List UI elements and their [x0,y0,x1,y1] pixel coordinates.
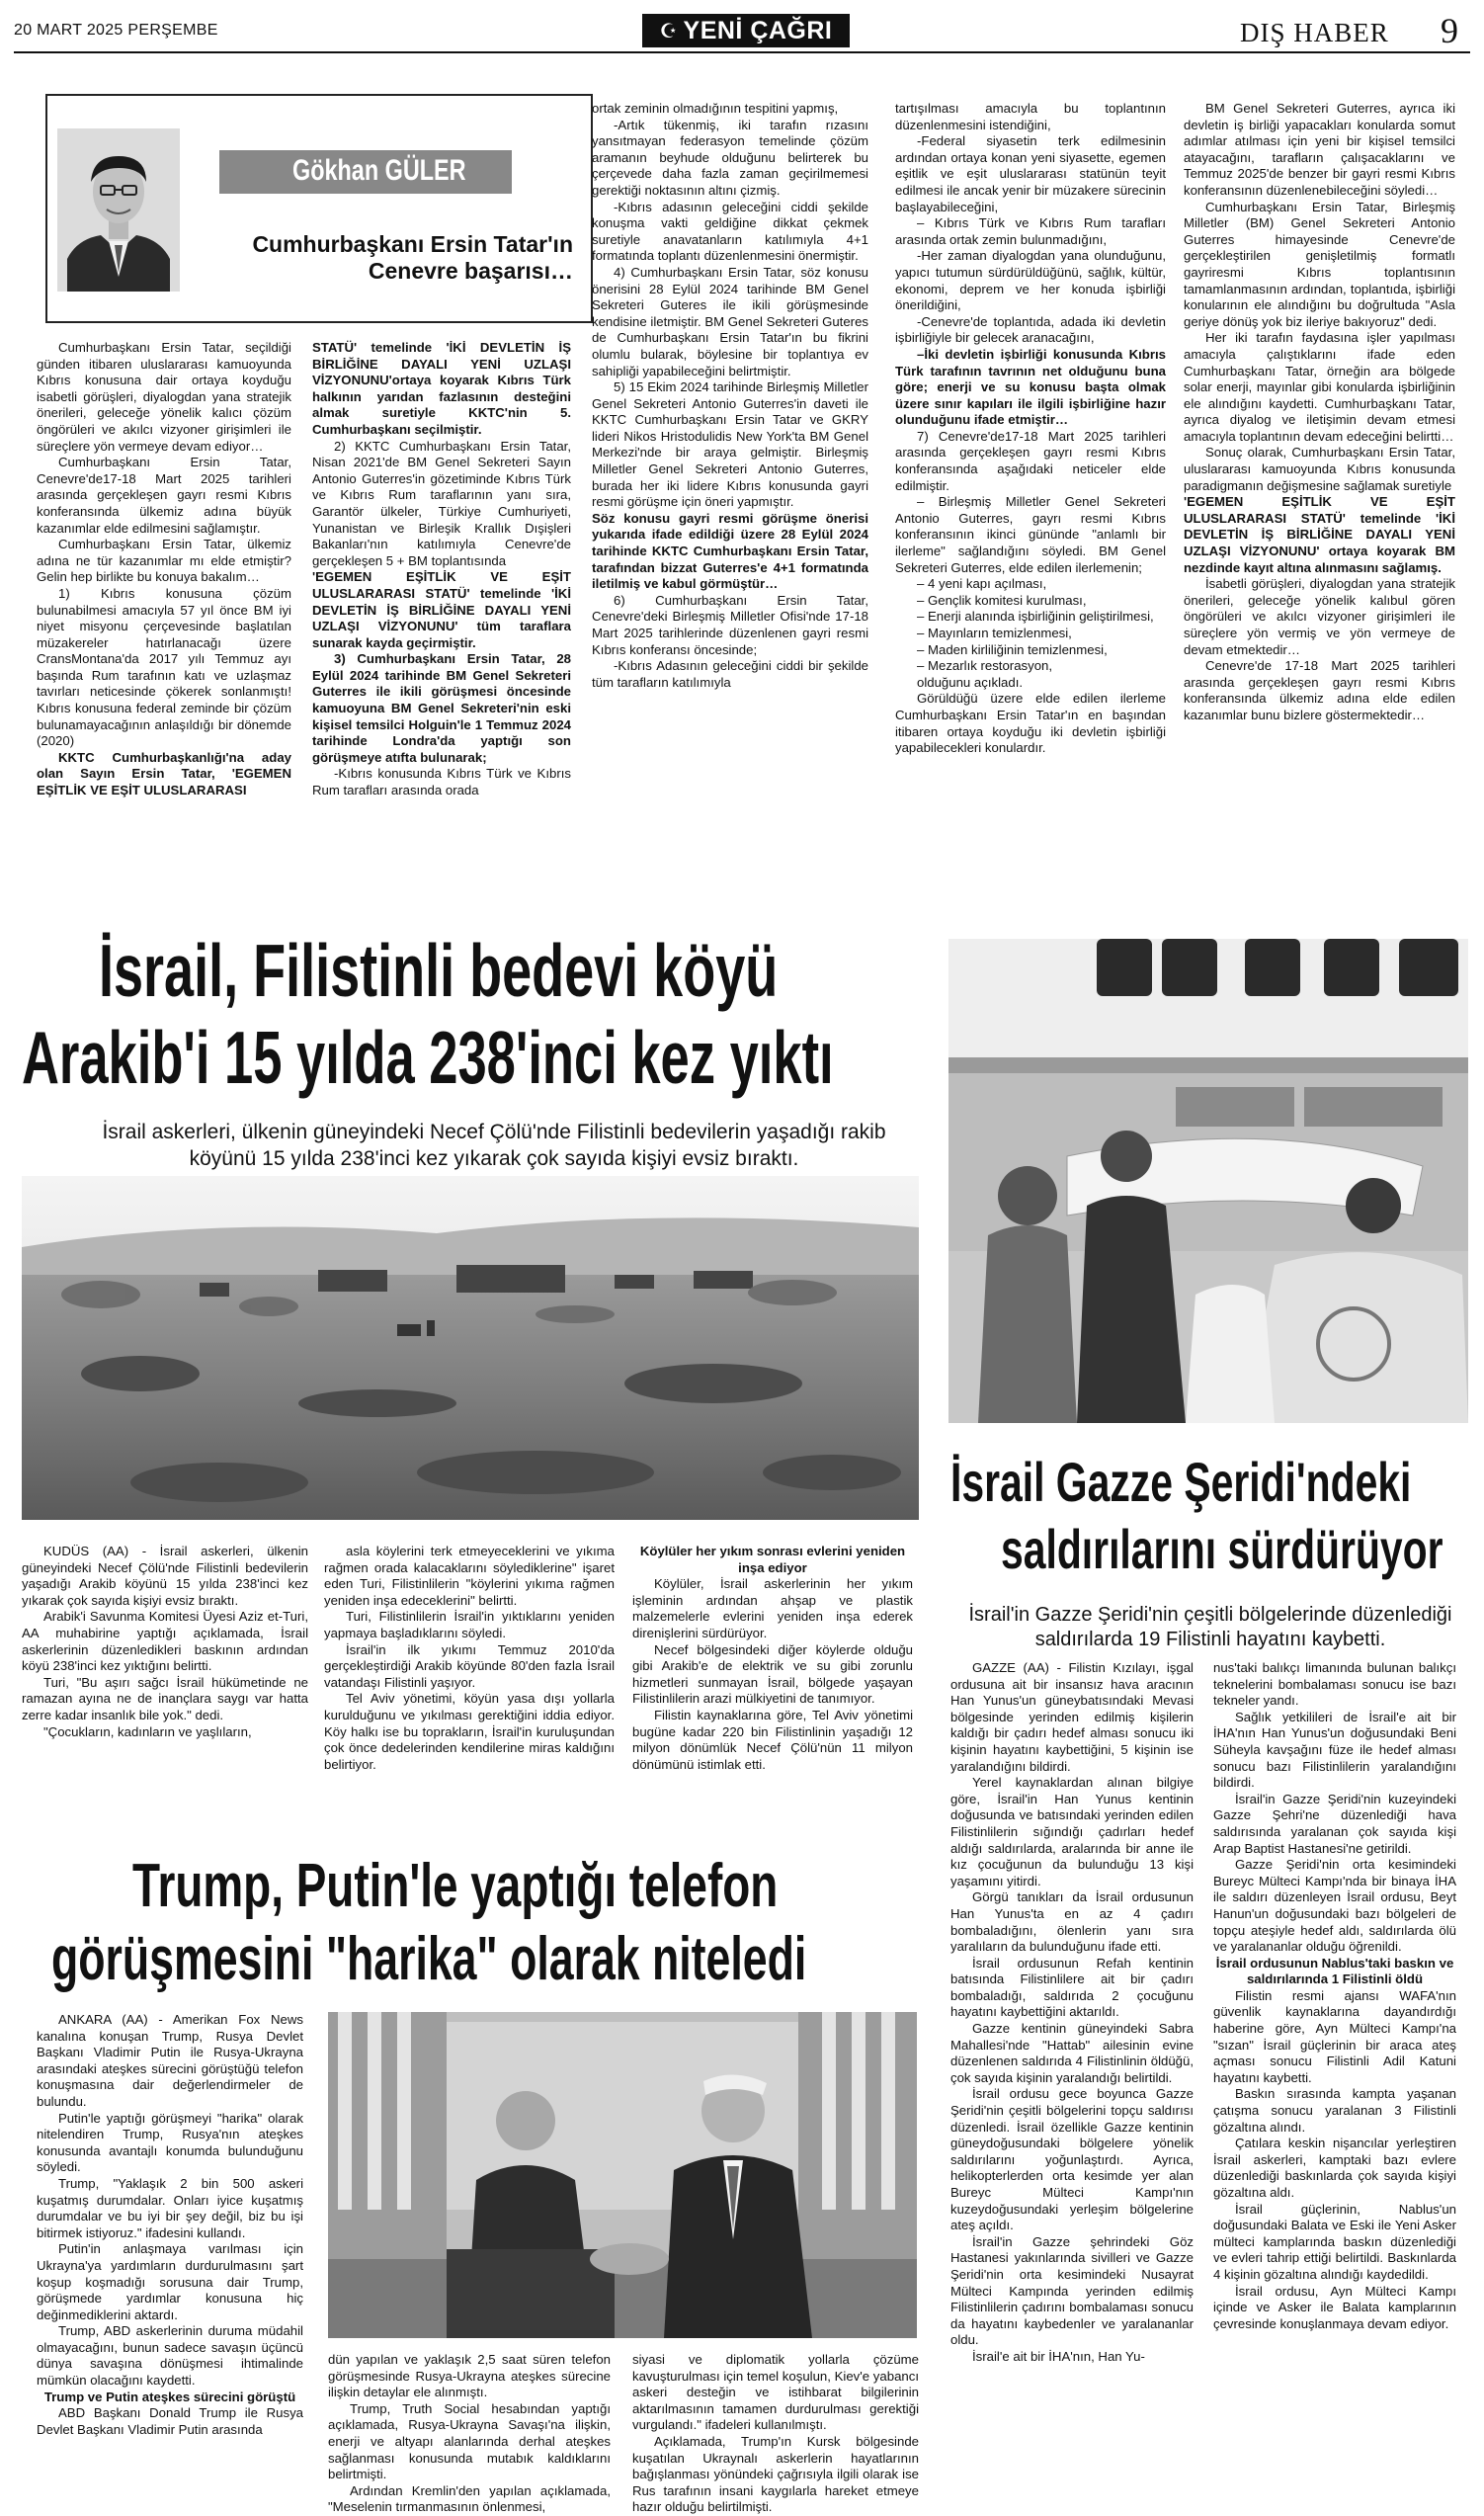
article-paragraph: BM Genel Sekreteri Guterres, ayrıca iki devletin iş birliği yapacakları konularda somut adımlar atılması için yeni bir kişisel temsilci atayacağını, tarafların çalışacaklarını ve Temmuz 2025'de benzer bir gayri resmi Kıbrıs konferansının düzenlenebileceğini söyledi… [1184,101,1455,198]
column-col3 [592,101,868,891]
article-paragraph: KKTC Cumhurbaşkanlığı'na aday olan Sayın Ersin Tatar, 'EGEMEN EŞİTLİK VE EŞİT ULUSLARARASI [37,749,291,798]
article-paragraph: – Birleşmiş Milletler Genel Sekreteri Antonio Guterres, gayrı resmi Kıbrıs konferansının ikinci gününde "anlamlı bir ilerleme" sağlandığını söyledi. BM Genel Sekreteri Guterres, elde edilen ilerlemenin; [895,494,1166,575]
trump-col1 [37,2012,303,2455]
article-paragraph: – Mayınların temizlenmesi, [917,626,1072,640]
article-paragraph: Görgü tanıkları da İsrail ordusunun Han Yunus'ta en az 4 çadırı bombaladığını, ölenlerin yanı sıra yaralıların da bulunduğunu ifade etti. [950,1889,1194,1955]
article-paragraph: İsrail'in Gazze Şeridi'nin kuzeyindeki Gazze Şehri'ne düzenlediği hava saldırısında yaralanan çok sayıda kişi Arap Baptist Hastanesi'ne getirildi. [1213,1791,1456,1856]
article-paragraph: Gazze kentinin güneyindeki Sabra Mahallesi'nde "Hattab" ailesinin evine düzenlenen saldırıda 4 Filistinlinin öldüğü, çok sayıda kişinin yaralandığı belirtildi. [950,2021,1194,2085]
article-paragraph: Tel Aviv yönetimi, köyün yasa dışı yollarla kurulduğunu ve yıkılması gerektiğini iddia ediyor. Köy halkı ise bu toprakların, İsrail'in kuruluşundan çok önce dedelerinden kendilerine miras kaldığını belirtiyor. [324,1691,615,1772]
article-paragraph: 3) Cumhurbaşkanı Ersin Tatar, 28 Eylül 2024 tarihinde BM Genel Sekreteri Guterres ile ikili görüşmesi öncesinde kamuoyuna BM Genel Sekreteri'nin eski kişisel temsilci Holguin'le 1 Temmuz 2024 tarihinde Londra'da yaptığı son görüşmeye atıfta bulunarak; [312,651,571,765]
gaza-morgue-photo [948,939,1468,1423]
article-paragraph: ANKARA (AA) - Amerikan Fox News kanalına konuşan Trump, Rusya Devlet Başkanı Vladimir Putin ile Rusya-Ukrayna arasındaki ateşkes sürecini görüştüğü telefon konuşmasına dair değerlendirmeler de bulundu. [37,2012,303,2109]
israel-headline-line1: İsrail, Filistinli bedevi köyü [99,929,779,1012]
article-paragraph: Her iki tarafın faydasına işler yapılması amacıyla çalıştıklarını ifade eden Cumhurbaşkanı Tatar, örneğin ara bölgede solar enerji, mayınlar gibi konularda işbirliğinin ele alındığını kaydetti. Cumhurbaşkanı Tatar, ayrıca diyalog ve iletişimin devam etmesi amacıyla toplantının devam edeceğini belirtti… [1184,330,1455,444]
article-paragraph: Gazze Şeridi'nin orta kesimindeki Bureyc Mülteci Kampı'nda bir binaya İHA ile saldırı düzenleyen İsrail ordusu, Beyt Hanun'un doğusundaki bazı bölgeleri de topçu ateşiyle hedef aldı, saldırılarda ölü ve yaralananlar olduğu öğrenildi. [1213,1857,1456,1955]
article-paragraph: -Kıbrıs konusunda Kıbrıs Türk ve Kıbrıs Rum tarafları arasında orada [312,766,571,798]
article-paragraph: – Enerji alanında işbirliğinin geliştirilmesi, [917,609,1154,625]
gaza-headline-line1: İsrail Gazze Şeridi'ndeki [950,1451,1412,1513]
article-paragraph: 'EGEMEN EŞİTLİK VE EŞİT ULUSLARARASI STATÜ' temelinde 'İKİ DEVLETİN İŞ BİRLİĞİNE DAYALI YENİ UZLAŞI VİZYONUNU' ortaya koyarak BM nezdinde kayıt altına alınmasını sağlamış. [1184,494,1455,575]
article-paragraph: Çatılara keskin nişancılar yerleştiren İsrail askerleri, kamptaki bazı evlere düzenlediği baskınlarda çok sayıda kişiyi gözaltına aldı. [1213,2136,1456,2200]
column-col4 [895,101,1166,891]
article-paragraph: dün yapılan ve yaklaşık 2,5 saat süren telefon görüşmesinde Rusya-Ukrayna ateşkes sürecine ilişkin detaylar ele alınmıştı. [328,2352,611,2400]
gaza-col2 [1213,1660,1456,2451]
article-paragraph: 2) KKTC Cumhurbaşkanı Ersin Tatar, Nisan 2021'de BM Genel Sekreteri Sayın Antonio Guterres'in gözetiminde Kıbrıs Türk ve Kıbrıs Rum taraflarının yanı sıra, Garantör ülkeler, Türkiye Cumhuriyeti, Yunanistan ve Birleşik Krallık Dışişleri Bakanları'nın katılımıyla Cenevre'de gerçekleşen 5 + BM toplantısında [312,438,571,568]
article-paragraph: nus'taki balıkçı limanında bulunan balıkçı teknelerini bombalaması sonucu ise bazı tekneler yandı. [1213,1660,1456,1709]
article-paragraph: İsrail güçlerinin, Nablus'un doğusundaki Balata ve Eski ile Yeni Asker mülteci kamplarında baskın düzenlediği ve evleri tahrip ettiği belirtildi. Baskınlarda 4 kişinin gözaltına alındığı kaydedildi. [1213,2201,1456,2282]
article-paragraph: "Çocukların, kadınların ve yaşlıların, [43,1723,252,1739]
article-paragraph: Köylüler, İsrail askerlerinin her yıkım işleminin ardından ahşap ve plastik malzemelerle evlerini yeniden inşa ederek direnişlerini sürdürüyor. [632,1576,913,1640]
israel-col3 [632,1576,913,1773]
israel-col3-wrap [632,1544,913,1844]
article-paragraph: İsrail'in Gazze şehrindeki Göz Hastanesi yakınlarında sivilleri ve Gazze Şeridi'nin orta kesimindeki Nusayrat Mülteci Kampında yerinden edilmiş Filistinlilerin çadırını bombalaması sonucu da hayatını kaybedenler ve yaralananlar oldu. [950,2233,1194,2348]
article-paragraph: Putin'in anlaşmaya varılması için Ukrayna'ya yardımların durdurulmasını şart koşup koşmadığı sorusuna dair Trump, görüşmede yardımlar konusuna hiç değinmediklerini aktardı. [37,2241,303,2322]
article-paragraph: -Her zaman diyalogdan yana olunduğunu, yapıcı tutumun sürdürüldüğünü, sağlık, kültür, ekonomi, deprem ve her konuda işbirliği önerildiğini, [895,248,1166,313]
article-paragraph: KUDÜS (AA) - İsrail askerleri, ülkenin güneyindeki Necef Çölü'nde Filistinli bedevilerin yaşadığı Arakib köyünü 15 yılda 238'inci kez yıkarak çok sayıda kişiyi evsiz bıraktı. [22,1544,308,1608]
article-paragraph: Turi, "Bu aşırı sağcı İsrail hükümetinde ne ramazan ayına ne de inançlara saygı var hatta zerre kadar insanlık bile yok." dedi. [22,1674,308,1722]
trump-headline-line2: görüşmesini "harika" olarak niteledi [51,1925,807,1993]
author-name: Gökhan GÜLER [292,154,466,187]
article-paragraph: Ardından Kremlin'den yapılan açıklamada, "Meselenin tırmanmasının önlenmesi, [328,2482,611,2515]
article-paragraph: Baskın sırasında kampta yaşanan çatışma sonucu yaralanan 3 Filistinli gözaltına alındı. [1213,2086,1456,2135]
article-paragraph: 6) Cumhurbaşkanı Ersin Tatar, Cenevre'deki Birleşmiş Milletler Ofisi'nde 17-18 Mart 2025 tarihlerinde düzenlenen gayri resmi Kıbrıs konferansı öncesinde; [592,592,868,657]
article-paragraph: Söz konusu gayri resmi görüşme önerisi yukarıda ifade edildiği üzere 28 Eylül 2024 tarihinde KKTC Cumhurbaşkanı Ersin Tatar, tarafından bizzat Guterres'e 4+1 formatında iletilmiş ve kabul görmüştür… [592,510,868,592]
trump-headline-line1: Trump, Putin'le yaptığı telefon [132,1852,779,1920]
article-paragraph: Necef bölgesindeki diğer köylerde olduğu gibi Arakib'e de elektrik ve su gibi zorunlu hizmetleri sunmayan İsrail, bölgede yaşayan Filistinlilerin arazi mülkiyetini de tanımıyor. [632,1641,913,1707]
article-paragraph: Trump ve Putin ateşkes sürecini görüştü [43,2389,296,2404]
column-title-text: Cumhurbaşkanı Ersin Tatar'ın Cenevre başarısı… [252,231,573,284]
article-paragraph: İsrail ordusu gece boyunca Gazze Şeridi'nin çeşitli bölgelerini topçu saldırısı düzenledi. İsrail özellikle Gazze kentinin güneydoğusundaki bölgelere yönelik saldırılarını yoğunlaştırdı. Ayrıca, helikopterlerden orta kesimde yer alan Bureyc Mülteci Kampı'nın kuzeydoğusundaki yerleşim bölgelerine ateş açıldı. [950,2086,1194,2233]
article-paragraph: Sağlık yetkilileri de İsrail'e ait bir İHA'nın Han Yunus'un doğusundaki Beni Süheyla kavşağını füze ile hedef alması sonucu bazı Filistinlilerin yaralandığını bildirdi. [1213,1709,1456,1791]
column-col5 [1184,101,1455,891]
column-col2 [312,340,571,893]
article-paragraph: İsrail ordusunun Refah kentinin batısında Filistinlilere ait bir çadırı bombaladığı, saldırıda 2 çocuğunu hayatını kaybettiğini aktarıldı. [950,1955,1194,2020]
article-paragraph: Sonuç olarak, Cumhurbaşkanı Ersin Tatar, uluslararası kamuoyunda Kıbrıs konusunda paradigmanın değişmesine sağlamak suretiyle [1184,445,1455,493]
trump-putin-photo [328,2012,917,2338]
israel-col1 [22,1544,308,1844]
article-paragraph: Cenevre'de 17-18 Mart 2025 tarihleri arasında gerçekleşen gayrı resmi Kıbrıs konferansında ülkemiz adına elde edilen kazanımlar bunu bizlere göstermektedir… [1184,658,1455,722]
trump-col3 [632,2352,919,2515]
author-photo [57,128,180,292]
logo-text: YENİ ÇAĞRI [683,16,833,44]
article-paragraph: Arabik'i Savunma Komitesi Üyesi Aziz et-Turi, AA muhabirine yaptığı açıklamada, İsrail askerlerinin düzenledikleri baskının ardından köyü 238'inci kez yıktığını belirtti. [22,1609,308,1674]
article-paragraph: -Kıbrıs Adasının geleceğini ciddi bir şekilde tüm tarafların katılımıyla [592,658,868,690]
article-paragraph: Putin'le yaptığı görüşmeyi "harika" olarak nitelendiren Trump, Rusya'nın ateşkes konusunda avantajlı konumda bulunduğunu söyledi. [37,2110,303,2175]
article-paragraph: 4) Cumhurbaşkanı Ersin Tatar, söz konusu önerisini 28 Eylül 2024 tarihinde BM Genel Sekreteri Guteres ile ikili görüşmesinde kendisine iletmiştir. BM Genel Sekreteri Guteres de Cumhurbaşkanı Ersin Tatar'ın bu fikrini olumlu bularak, böylesine bir toplantıya ev sahipliği yapabileceğini belirtmiştir. [592,264,868,378]
article-paragraph: Görüldüğü üzere elde edilen ilerleme Cumhurbaşkanı Ersin Tatar'ın en başından itibaren ortaya koyduğu iki devletin işbirliği yapabilecekleri konulardır. [895,691,1166,756]
header-rule [14,51,1470,53]
article-paragraph: 'EGEMEN EŞİTLİK VE EŞİT ULUSLARARASI STATÜ' temelinde 'İKİ DEVLETİN İŞ BİRLİĞİNE DAYALI YENİ UZLAŞI VİZYONUNU' tüm taraflara sunarak kayda geçirmiştir. [312,569,571,650]
article-paragraph: -Cenevre'de toplantıda, adada iki devletin işbirliğiyle bir gelecek aranacağını, [895,313,1166,346]
arakib-village-photo [22,1176,919,1520]
article-paragraph: Turi, Filistinlilerin İsrail'in yıktıklarını yeniden yapmaya başladıklarını söyledi. [324,1609,615,1640]
article-paragraph: siyasi ve diplomatik yollarla çözüme kavuşturulması için temel koşulun, Kiev'e yabancı askeri desteğin ve istihbarat bilgilerinin aktarılmasının tamamen durdurulması gerektiği vurgulandı." ifadeleri kullanılmıştı. [632,2352,919,2433]
article-paragraph: olduğunu açıkladı. [917,674,1024,690]
article-paragraph: -Artık tükenmiş, iki tarafın rızasını yansıtmayan federasyon temelinde çözüm aramanın beyhude olduğunu belirterek bu çerçevede daha fazla zaman geçirilmemesi gerektiği noktasının altını çizmiş. [592,117,868,198]
column-title [227,231,573,285]
page-number: 9 [1441,11,1458,50]
article-paragraph: – Kıbrıs Türk ve Kıbrıs Rum tarafları arasında ortak zemin bulunmadığını, [895,215,1166,247]
article-paragraph: İsrail'e ait bir İHA'nın, Han Yu- [972,2348,1145,2364]
article-paragraph: İsrail'in ilk yıkımı Temmuz 2010'da gerçekleştirdiği Arakib köyünde 80'den fazla İsrail vatandaşı Filistinli yaşıyor. [324,1641,615,1690]
column-col1 [37,340,291,893]
article-paragraph: 7) Cenevre'de17-18 Mart 2025 tarihleri arasında gerçekleşen gayrı resmi Kıbrıs konferansında aşağıdaki neticeler elde edilmiştir. [895,428,1166,493]
israel-subheading: Köylüler her yıkım sonrası evlerini yeniden inşa ediyor [639,1544,906,1575]
article-paragraph: GAZZE (AA) - Filistin Kızılayı, işgal ordusuna ait bir insansız hava aracının Han Yunus'un güneybatısındaki Mevasi bölgesinde yerinden edilmiş kişilerin kaldığı bir çadırı hedef alması sonucu iki kişinin hayatını kaybettiğini, 5 kişinin ise yaralandığını bildirdi. [950,1660,1194,1774]
article-paragraph: -Kıbrıs adasının geleceğini ciddi şekilde konuşma vakti geldiğine dikkat çekmek suretiyle anavatanların katılımıyla 4+1 formatında toplantı düzenlenmesini önermiştir. [592,199,868,264]
article-paragraph: İsrail ordusunun Nablus'taki baskın ve saldırılarında 1 Filistinli öldü [1215,1955,1454,1987]
article-paragraph: Filistin kaynaklarına göre, Tel Aviv yönetimi bugüne kadar 220 bin Filistinlinin yaşadığı 12 milyon dönümlük Necef Çölü'nün 11 milyon dönümünü istimlak etti. [632,1707,913,1772]
article-paragraph: – Gençlik komitesi kurulması, [917,592,1087,608]
article-paragraph: 5) 15 Ekim 2024 tarihinde Birleşmiş Milletler Genel Sekreteri Antonio Guterres'in daveti ile KKTC Cumhurbaşkanı Ersin Tatar ve GKRY lideri Nikos Hristodulidis New York'ta BM Genel Merkezi'nde bir araya gelmiştir. Birleşmiş Milletler Genel Sekreteri Antonio Guterres, burada her iki lidere Kıbrıs konusunda gayri resmi görüşme için öneri yapmıştır. [592,379,868,510]
article-paragraph: ortak zeminin olmadığının tespitini yapmış, [592,101,839,116]
article-paragraph: – Maden kirliliğinin temizlenmesi, [917,641,1108,657]
article-paragraph: STATÜ' temelinde 'İKİ DEVLETİN İŞ BİRLİĞİNE DAYALI YENİ UZLAŞI VİZYONUNU'ortaya koyarak Kıbrıs Türk halkının yarıdan fazlasının desteğini almak suretiyle KKTC'nin 5. Cumhurbaşkanı seçilmiştir. [312,340,571,437]
article-paragraph: ABD Başkanı Donald Trump ile Rusya Devlet Başkanı Vladimir Putin arasında [37,2405,303,2437]
article-paragraph: İsabetli görüşleri, diyalogdan yana stratejik önerileri, geleceğe yönelik kalıbul gören öngörüleri ve akılcı vizyoner girişimleri ile süreçlere yön vermiş ve yön vermeye de devam etmektedir… [1184,576,1455,657]
crescent-star-icon: ☪ [659,20,678,42]
article-paragraph: asla köylerini terk etmeyeceklerini ve yıkıma rağmen orada kalacaklarını söylediklerine" işaret eden Turi, Filistinlilerin "köylerini yıkıma rağmen yeniden inşa edeceklerini" belirtti. [324,1544,615,1608]
article-paragraph: Cumhurbaşkanı Ersin Tatar, Cenevre'de17-18 Mart 2025 tarihleri arasında gerçekleşen gayrı resmi Kıbrıs konferansında ülkemiz adına büyük kazanımlar elde edilmesini sağlamıştır. [37,455,291,536]
article-paragraph: Trump, Truth Social hesabından yaptığı açıklamada, Rusya-Ukrayna Savaşı'na ilişkin, enerji ve altyapı alanlarında derhal ateşkes sağlanması konusunda mutabık kaldıklarını belirtmişti. [328,2400,611,2482]
israel-col2 [324,1544,615,1844]
israel-deck: İsrail askerleri, ülkenin güneyindeki Necef Çölü'nde Filistinli bedevilerin yaşadığı rakib köyünü 15 yılda 238'inci kez yıkarak çok sayıda kişiyi evsiz bıraktı. [102,1121,886,1170]
article-paragraph: tartışılması amacıyla bu toplantının düzenlenmesini istendiğini, [895,101,1166,132]
section-name: DIŞ HABER [1240,18,1389,47]
article-paragraph: – 4 yeni kapı açılması, [917,576,1047,592]
article-paragraph: –İki devletin işbirliği konusunda Kıbrıs Türk tarafının tavrının net olduğunu buna göre; enerji ve su konusu başta olmak üzere sınır kapıları ile ilgili işbirliğine hazır olunduğunu ifade etmiştir… [895,346,1166,428]
article-paragraph: Trump, "Yaklaşık 2 bin 500 askeri kuşatmış durumdalar. Onları iyice kuşatmış durumdalar ve bu iyi bir şey değil, biz bu işi bitirmek istiyoruz." ifadesini kullandı. [37,2175,303,2240]
article-paragraph: Açıklamada, Trump'ın Kursk bölgesinde kuşatılan Ukraynalı askerlerin hayatlarının bağışlanması yönündeki çağrısıyla ilgili olarak ise Rus tarafının insani kaygılarla hareket etmeye hazır olduğu belirtilmişti. [632,2433,919,2515]
article-paragraph: Cumhurbaşkanı Ersin Tatar, seçildiği günden itibaren uluslararası kamuoyunda Kıbrıs konusuna dair ortaya koyduğu isabetli görüşleri, diyalogdan yana stratejik önerileri, geleceğe yönelik kalıcı çözüm öngörüleri ve akılcı vizyoner girişimleri ile süreçlere yön vermeye devam ediyor… [37,340,291,454]
article-paragraph: Cumhurbaşkanı Ersin Tatar, Birleşmiş Milletler (BM) Genel Sekreteri Antonio Guterres himayesinde Cenevre'de gerçekleştirilen genişletilmiş formatlı gayriresmi Kıbrıs toplantısının tamamlanmasının ardından, toplantıda, işbirliği konularının ele alındığını bu doğrultuda "Asla geriye dönüş yok biz ileriye bakıyoruz" dedi. [1184,199,1455,329]
israel-headline-line2: Arakib'i 15 yılda 238'inci kez yıktı [22,1016,834,1099]
article-paragraph: – Mezarlık restorasyon, [917,658,1053,674]
gaza-deck: İsrail'in Gazze Şeridi'nin çeşitli bölgelerinde düzenlediği saldırılarda 19 Filistinli hayatını kaybetti. [968,1604,1452,1650]
article-paragraph: İsrail ordusu, Ayn Mülteci Kampı içinde ve Asker ile Balata kamplarının çevresinde konuşlanmaya devam ediyor. [1213,2283,1456,2331]
article-paragraph: Yerel kaynaklardan alınan bilgiye göre, İsrail'in Han Yunus kentinin doğusunda ve batısındaki yerinden edilen Filistinlilerin sığındığı çadırları hedef aldığı saldırılarda, aralarında bir anne ile kız çocuğunun da bulunduğu 13 kişi yaşamını yitirdi. [950,1775,1194,1888]
article-paragraph: 1) Kıbrıs konusuna çözüm bulunabilmesi amacıyla 57 yıl önce BM iyi niyet misyonu çerçevesinde başlatılan müzakereler hatırlanacağı üzere CransMontana'da 2017 yılı Temmuz ayı başında Rum tarafının katı ve uzlaşmaz tavırları neticesinde çökerek sonlanmıştı! Kıbrıs konusuna federal zeminde bir çözüm bulunamayacağının anlaşıldığı bir dönemde (2020) [37,585,291,749]
gaza-col1 [950,1660,1194,2451]
article-paragraph: Cumhurbaşkanı Ersin Tatar, ülkemiz adına ne tür kazanımlar mı elde etmiştir? Gelin hep birlikte bu konuya bakalım… [37,537,291,585]
page-date: 20 MART 2025 PERŞEMBE [14,22,218,39]
masthead-logo [642,14,850,47]
article-paragraph: Filistin resmi ajansı WAFA'nın güvenlik kaynaklarına dayandırdığı haberine göre, Ayn Mülteci Kampı'na "sızan" İsrail güçlerinin bir araca ateş açması sonucu Filistinli Adil Katuni hayatını kaybetti. [1213,1987,1456,2085]
trump-col2 [328,2352,611,2515]
gaza-headline-line2: saldırılarını sürdürüyor [1001,1518,1443,1580]
article-paragraph: -Federal siyasetin terk edilmesinin ardından ortaya konan yeni siyasette, egemen eşitlik ve eşit uluslararası statünün teyit edilmesi ile ancak yenir bir müzakere sürecinin başlayabileceğini, [895,133,1166,214]
article-paragraph: Trump, ABD askerlerinin duruma müdahil olmayacağını, bunun sadece savaşın üçüncü dünya savaşına dönüşmesi ihtimalinde mümkün olacağını kaydetti. [37,2323,303,2389]
